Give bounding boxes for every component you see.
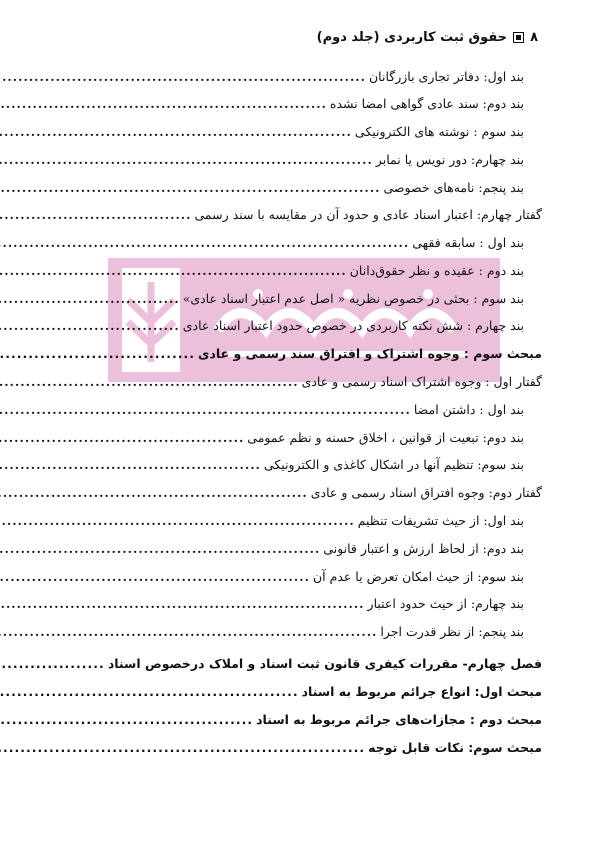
toc-entry-title: بند پنجم: از نظر قدرت اجرا xyxy=(380,624,524,639)
toc-entry-title: بند دوم : عقیده و نظر حقوق‌دانان xyxy=(349,263,524,278)
toc-entry-title: بند اول : سابقه فقهی xyxy=(412,235,524,250)
dot-leader xyxy=(0,683,299,701)
toc-entry xyxy=(62,591,524,613)
toc-entry xyxy=(62,147,524,169)
toc-entry xyxy=(62,202,542,224)
toc-entry xyxy=(62,452,524,474)
toc-entry xyxy=(62,619,524,641)
toc-entry-title: بند چهارم : شش نکته کاربردی در خصوص حدود اعتبار اسناد عادی xyxy=(182,318,524,333)
toc-entry-title: بند چهارم: از حیث حدود اعتبار xyxy=(367,596,524,611)
toc-entry xyxy=(62,735,542,757)
toc-entry xyxy=(62,369,542,391)
toc-entry xyxy=(62,651,542,673)
toc-entry xyxy=(62,341,542,363)
toc-entry xyxy=(62,119,524,141)
dot-leader xyxy=(0,179,380,197)
toc-entry xyxy=(62,175,524,197)
toc-entry-title: بند سوم: تنظیم آنها در اشکال کاغذی و الکترونیکی xyxy=(263,457,524,472)
dot-leader xyxy=(0,429,244,447)
page-number: ۸ xyxy=(530,30,538,45)
dot-leader xyxy=(0,151,373,169)
toc-entry xyxy=(62,679,542,701)
toc-entry xyxy=(62,230,524,252)
toc-entry xyxy=(62,64,524,86)
dot-leader xyxy=(0,739,365,757)
dot-leader xyxy=(0,68,366,86)
toc-entry xyxy=(62,425,524,447)
dot-leader xyxy=(0,401,411,419)
toc-entry-title: بند سوم: از حیث امکان تعرض یا عدم آن xyxy=(312,569,524,584)
dot-leader xyxy=(0,540,320,558)
toc-entry-title: بند اول: دفاتر تجاری بازرگانان xyxy=(369,69,524,84)
toc-entry xyxy=(62,508,524,530)
toc-entry-title: بند دوم: سند عادی گواهی امضا نشده xyxy=(329,96,524,111)
dot-leader xyxy=(0,568,310,586)
toc-entry xyxy=(62,313,524,335)
dot-leader xyxy=(0,711,253,729)
dot-leader xyxy=(0,317,180,335)
toc-entry-title: بند اول : داشتن امضا xyxy=(413,402,524,417)
dot-leader xyxy=(0,655,105,673)
toc-entry-title: مبحث سوم : وجوه اشتراک و افتراق سند رسمی و عادی xyxy=(197,346,542,361)
toc-entry-title: فصل چهارم- مقررات کیفری قانون ثبت اسناد و املاک درخصوص اسناد xyxy=(107,656,542,671)
page-header xyxy=(60,30,538,45)
toc-entry-title: بند اول: از حیث تشریفات تنظیم xyxy=(357,513,524,528)
toc-entry-title: مبحث دوم : مجازات‌های جرائم مربوط به اسناد xyxy=(256,712,542,727)
toc-entry-title: گفتار چهارم: اعتبار اسناد عادی و حدود آن در مقایسه با سند رسمی xyxy=(194,207,542,222)
book-square-icon xyxy=(513,32,524,43)
dot-leader xyxy=(0,262,347,280)
toc-entry-title: بند سوم : نوشته های الکترونیکی xyxy=(354,124,524,139)
book-title: حقوق ثبت کاربردی (جلد دوم) xyxy=(316,30,508,45)
toc-entry-title: مبحث اول: انواع جرائم مربوط به اسناد xyxy=(301,684,542,699)
toc-entry xyxy=(62,707,542,729)
dot-leader xyxy=(0,484,308,502)
toc-entry-title: بند چهارم: دور نویس یا نمابر xyxy=(375,152,524,167)
toc-entry xyxy=(62,91,524,113)
dot-leader xyxy=(0,345,195,363)
dot-leader xyxy=(0,234,409,252)
dot-leader xyxy=(0,623,377,641)
dot-leader xyxy=(0,123,352,141)
dot-leader xyxy=(0,456,261,474)
dot-leader xyxy=(0,206,192,224)
toc-entry-title: گفتار دوم: وجوه افتراق اسناد رسمی و عادی xyxy=(310,485,542,500)
toc-entry-title: بند سوم : بحثی در خصوص نظریه « اصل عدم اعتبار اسناد عادی» xyxy=(182,291,524,306)
toc-entry xyxy=(62,286,524,308)
dot-leader xyxy=(0,290,180,308)
dot-leader xyxy=(0,512,355,530)
toc-entry xyxy=(62,397,524,419)
toc-entry-title: مبحث سوم: نکات قابل توجه xyxy=(368,740,542,755)
toc-entry-title: بند پنجم: نامه‌های خصوصی xyxy=(383,180,524,195)
toc-entry-title: بند دوم: از لحاظ ارزش و اعتبار قانونی xyxy=(323,541,524,556)
dot-leader xyxy=(0,95,327,113)
dot-leader xyxy=(0,373,299,391)
dot-leader xyxy=(0,595,365,613)
toc-entry-title: بند دوم: تبعیت از قوانین ، اخلاق حسنه و نظم عمومی xyxy=(247,430,524,445)
toc-entry xyxy=(62,536,524,558)
toc-entry xyxy=(62,564,524,586)
toc-entry xyxy=(62,258,524,280)
toc-entry-title: گفتار اول : وجوه اشتراک اسناد رسمی و عادی xyxy=(301,374,542,389)
toc-entry xyxy=(62,480,542,502)
